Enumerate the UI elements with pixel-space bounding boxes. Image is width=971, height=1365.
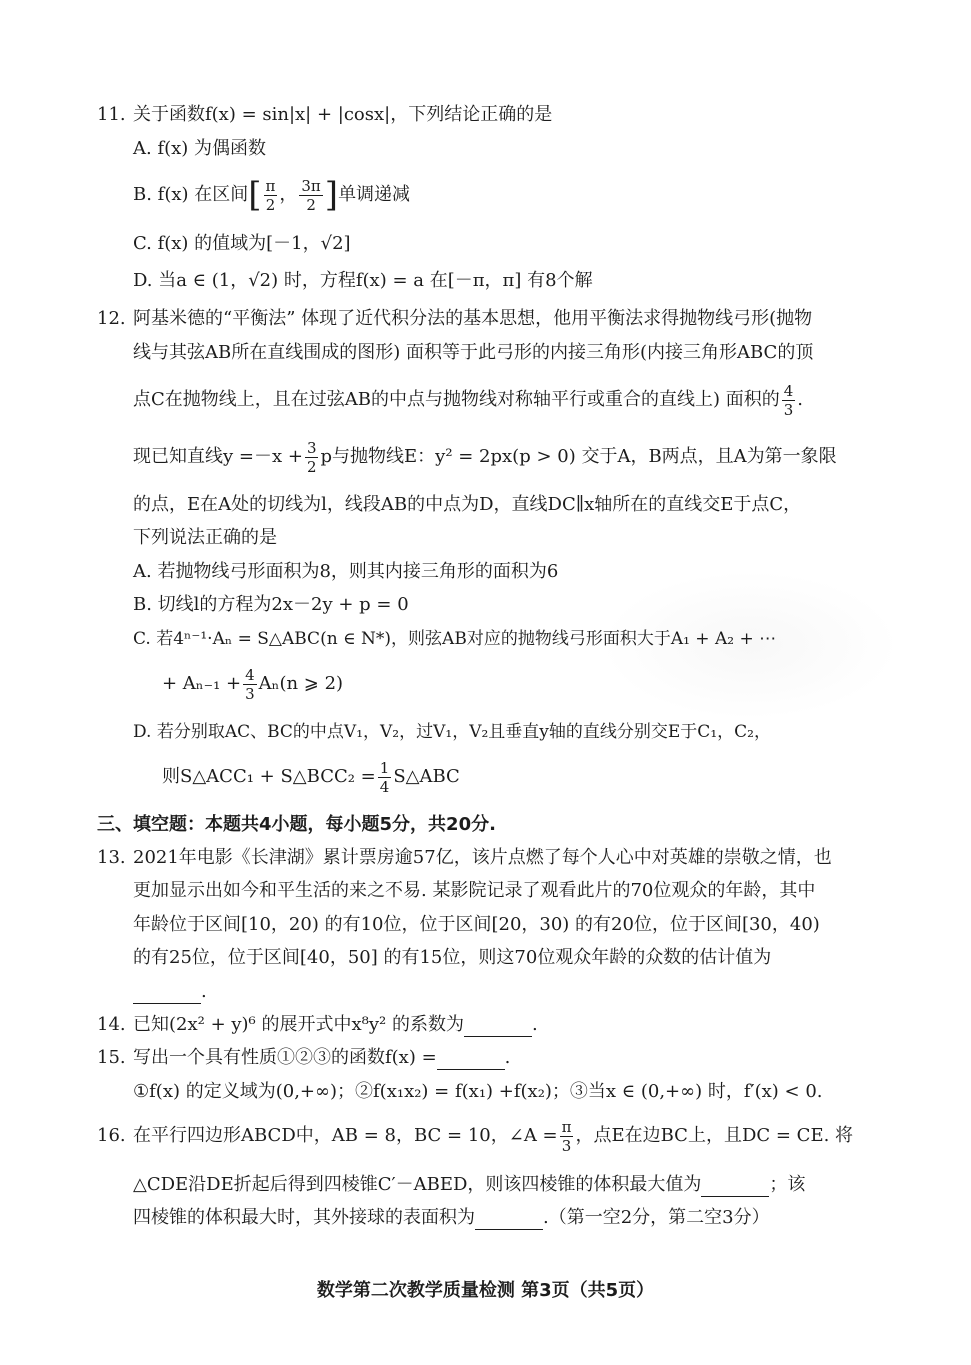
q14: 14. 已知(2x² + y)⁶ 的展开式中x⁸y² 的系数为 .	[97, 1014, 538, 1035]
q16-line-1: 16. 在平行四边形ABCD中，AB = 8，BC = 10，∠A = $\frac{\pi}{3}$ ，点E在边BC上，且DC = CE. 将	[97, 1117, 854, 1155]
page-footer: 数学第二次教学质量检测 第3页（共5页）	[316, 1280, 655, 1301]
q12-option-c-line-1: C. 若4ⁿ⁻¹·Aₙ = S△ABC(n ∈ N*)，则弦AB对应的抛物线弓形面积大于A₁ + A₂ + ⋯	[133, 629, 777, 649]
q15-answer-blank[interactable]	[437, 1051, 505, 1070]
q11-number: 11.	[97, 104, 126, 125]
q16-answer-blank-1[interactable]	[701, 1178, 769, 1197]
q12-line-3: 点C在抛物线上，且在过弦AB的中点与抛物线对称轴平行或重合的直线上) 面积的 $\frac{4}{3}$ .	[133, 381, 804, 419]
q15-line-1: 15. 写出一个具有性质①②③的函数f(x) = .	[97, 1047, 511, 1068]
q12-number: 12.	[97, 308, 126, 329]
q12-line-5: 的点，E在A处的切线为l，线段AB的中点为D，直线DC∥x轴所在的直线交E于点C，	[133, 494, 802, 515]
q11-b-prefix: B. f(x) 在区间	[133, 184, 249, 205]
q12-d-frac: $\frac{1}{4}$	[379, 758, 390, 796]
q13-line-1: 13. 2021年电影《长津湖》累计票房逾57亿，该片点燃了每个人心中对英雄的崇敬之情，也	[97, 847, 832, 868]
q13-answer-blank[interactable]	[133, 985, 201, 1004]
q14-number: 14.	[97, 1014, 126, 1035]
q12-option-d-line-2: 则S△ACC₁ + S△BCC₂ = $\frac{1}{4}$ S△ABC	[162, 758, 460, 796]
q16-number: 16.	[97, 1125, 126, 1146]
q12-option-c-line-2: + Aₙ₋₁ + $\frac{4}{3}$ Aₙ(n ⩾ 2)	[162, 665, 344, 703]
q12-option-a: A. 若抛物线弓形面积为8，则其内接三角形的面积为6	[133, 561, 559, 582]
q16-line-3: 四棱锥的体积最大时，其外接球的表面积为 .（第一空2分，第二空3分）	[133, 1207, 770, 1228]
q11-stem	[97, 103, 552, 127]
q12-option-b: B. 切线l的方程为2x－2y + p = 0	[133, 594, 409, 615]
q16-line-2: △CDE沿DE折起后得到四棱锥C′－ABED，则该四棱锥的体积最大值为 ；该	[133, 1174, 806, 1195]
q12-frac-3-2: $\frac{3}{2}$	[306, 438, 317, 476]
q11-option-b: B. f(x) 在区间[ $\frac{\pi}{2}$ ， $\frac{3\pi}{2}$ ]单调递减	[133, 175, 411, 215]
q16-answer-blank-2[interactable]	[475, 1211, 543, 1230]
q11-stem-text: 关于函数f(x) = sin|x| + |cosx|，下列结论正确的是	[133, 104, 553, 125]
q11-option-a: A. f(x) 为偶函数	[133, 138, 267, 159]
q12-line-2: 线与其弦AB所在直线围成的图形) 面积等于此弓形的内接三角形(内接三角形ABC的顶	[133, 342, 814, 363]
q13-line-2: 更加显示出如今和平生活的来之不易. 某影院记录了观看此片的70位观众的年龄，其中	[133, 880, 816, 901]
q11-b-frac-2: $\frac{3\pi}{2}$	[301, 176, 321, 214]
section-3-heading: 三、填空题：本题共4小题，每小题5分，共20分.	[97, 814, 496, 835]
q13-line-4: 的有25位，位于区间[40，50] 的有15位，则这70位观众年龄的众数的估计值为	[133, 947, 772, 968]
q15-line-2: ①f(x) 的定义域为(0,+∞)；②f(x₁x₂) = f(x₁) +f(x₂)；③当x ∈ (0,+∞) 时，f′(x) < 0.	[133, 1081, 823, 1102]
q12-frac-4-3: $\frac{4}{3}$	[783, 381, 794, 419]
q14-answer-blank[interactable]	[464, 1018, 532, 1037]
q16-frac-pi-3: $\frac{\pi}{3}$	[561, 1117, 572, 1155]
q15-number: 15.	[97, 1047, 126, 1068]
q13-line-5: .	[133, 980, 207, 1004]
q13-number: 13.	[97, 847, 126, 868]
q11-option-c: C. f(x) 的值域为[－1，√2]	[133, 233, 351, 254]
q11-b-suffix: 单调递减	[338, 184, 411, 205]
q11-option-d: D. 当a ∈ (1，√2) 时，方程f(x) = a 在[－π，π] 有8个解	[133, 270, 593, 291]
q11-b-frac-1: $\frac{\pi}{2}$	[265, 176, 276, 214]
q13-line-3: 年龄位于区间[10，20) 的有10位，位于区间[20，30) 的有20位，位于区间[30，40)	[133, 914, 820, 935]
q12-line-4: 现已知直线y =－x + $\frac{3}{2}$ p与抛物线E：y² = 2px(p > 0) 交于A，B两点，且A为第一象限	[133, 438, 837, 476]
q12-c-frac: $\frac{4}{3}$	[245, 665, 255, 703]
q12-line-6: 下列说法正确的是	[133, 527, 277, 548]
q12-line-1: 12. 阿基米德的“平衡法” 体现了近代积分法的基本思想，他用平衡法求得抛物线弓形(抛物	[97, 308, 813, 329]
q12-option-d-line-1: D. 若分别取AC、BC的中点V₁，V₂，过V₁，V₂且垂直y轴的直线分别交E于C₁，C₂，	[133, 722, 771, 742]
